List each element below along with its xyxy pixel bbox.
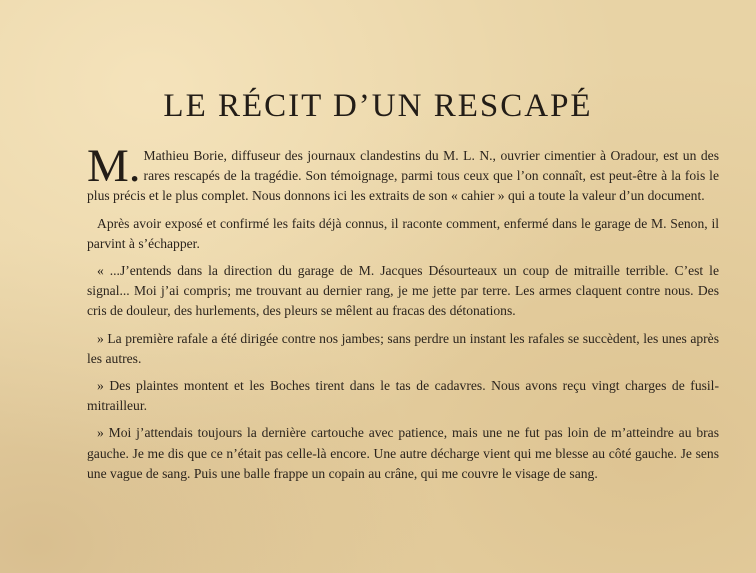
drop-cap: M. bbox=[87, 140, 141, 192]
paragraph-3: « ...J’entends dans la direction du garage de M. Jacques Désourteaux un coup de mitraille terrible. C’est le signal... Moi j’ai compris; me trouvant au dernier rang, je me jette par terre. Les armes claquent contre nous. Des cris de douleur, des hurlements, des pleurs se mêlent au fracas des détonations. bbox=[87, 263, 719, 319]
paragraph-6: » Moi j’attendais toujours la dernière cartouche avec patience, mais une ne fut pas loin de m’atteindre au bras gauche. Je me dis que ce n’était pas celle-là encore. Une autre décharge vient qui me blesse au côté gauche. Je sens une vague de sang. Puis une balle frappe un copain au crâne, qui me couvre le visage de sang. bbox=[87, 425, 719, 481]
article-body bbox=[87, 140, 719, 491]
page-title: LE RÉCIT D’UN RESCAPÉ bbox=[163, 88, 593, 124]
paragraph-intro bbox=[87, 140, 719, 207]
paragraph-intro-text: Mathieu Borie, diffuseur des journaux clandestins du M. L. N., ouvrier cimentier à Oradour, est un des rares rescapés de la tragédie. Son témoignage, parmi tous ceux que l’on connaît, est peut-être à la fois le plus précis et le plus complet. Nous donnons ici les extraits de son « cahier » qui a toute la valeur d’un document. bbox=[87, 148, 719, 204]
paragraph-5: » Des plaintes montent et les Boches tirent dans le tas de cadavres. Nous avons reçu vingt charges de fusil-mitrailleur. bbox=[87, 378, 719, 414]
paragraph-4: » La première rafale a été dirigée contre nos jambes; sans perdre un instant les rafales se succèdent, les unes après les autres. bbox=[87, 330, 719, 366]
paragraph-2: Après avoir exposé et confirmé les faits déjà connus, il raconte comment, enfermé dans le garage de M. Senon, il parvint à s’échapper. bbox=[87, 215, 719, 251]
